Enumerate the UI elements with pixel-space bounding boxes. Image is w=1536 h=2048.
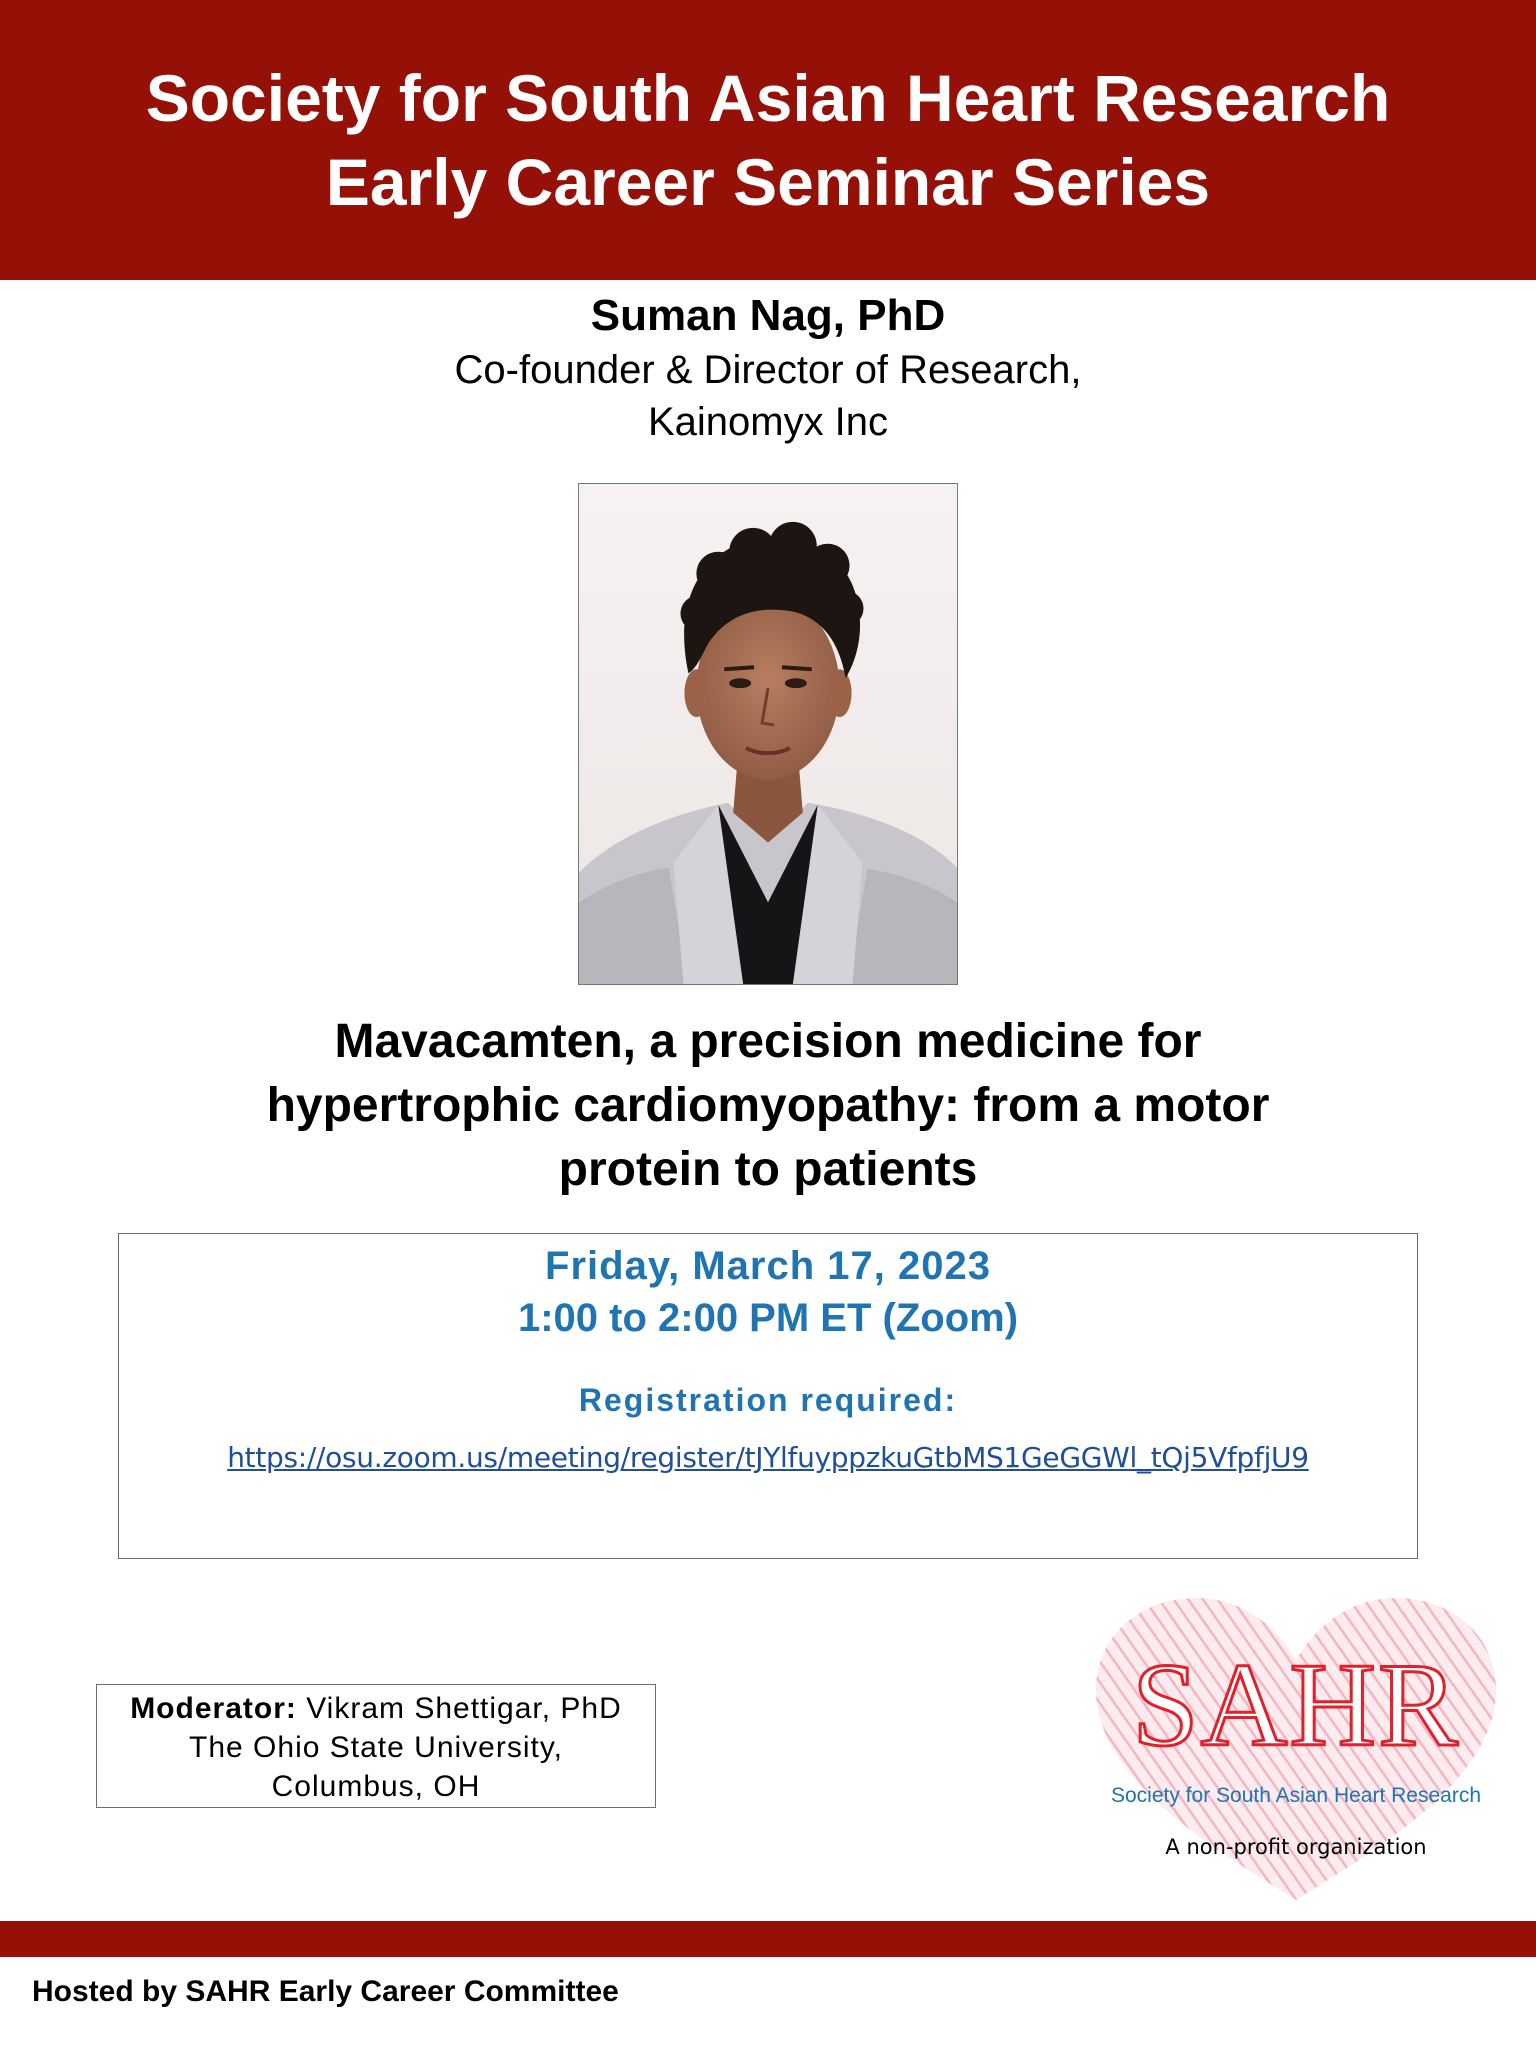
talk-title-line2: hypertrophic cardiomyopathy: from a motor [266,1079,1270,1132]
event-time: 1:00 to 2:00 PM ET (Zoom) [517,1296,1019,1340]
speaker-role: Co-founder & Director of Research, [454,348,1082,392]
speaker-block [0,288,1536,448]
moderator-name: Vikram Shettigar, PhD [306,1692,622,1725]
event-details-box [118,1233,1418,1559]
moderator-label: Moderator: [130,1692,297,1725]
moderator-line [97,1689,655,1728]
header-banner [0,0,1536,280]
talk-title-line1: Mavacamten, a precision medicine for [334,1015,1202,1068]
header-title-line1: Society for South Asian Heart Research [145,61,1391,135]
footer-banner [0,1921,1536,1957]
registration-link[interactable]: https://osu.zoom.us/meeting/register/tJYlfuyppzkuGtbMS1GeGGWl_tQj5VfpfjU9 [227,1441,1309,1474]
speaker-name: Suman Nag, PhD [590,291,946,340]
talk-title [0,1010,1536,1202]
sahr-acronym: SAHR [1131,1638,1461,1771]
speaker-photo [578,483,958,985]
event-date: Friday, March 17, 2023 [545,1244,991,1288]
moderator-institution: The Ohio State University, [189,1731,563,1764]
registration-label: Registration required: [578,1382,958,1418]
sahr-logo [1056,1580,1536,1915]
sahr-tagline: A non-profit organization [1165,1835,1427,1859]
talk-title-line3: protein to patients [558,1143,978,1196]
speaker-company: Kainomyx Inc [647,400,889,444]
header-title-line2: Early Career Seminar Series [325,145,1211,219]
moderator-box [96,1684,656,1808]
footer-host-text: Hosted by SAHR Early Career Committee [32,1975,619,2008]
sahr-full-name: Society for South Asian Heart Research [1110,1784,1482,1807]
moderator-location: Columbus, OH [271,1770,481,1803]
